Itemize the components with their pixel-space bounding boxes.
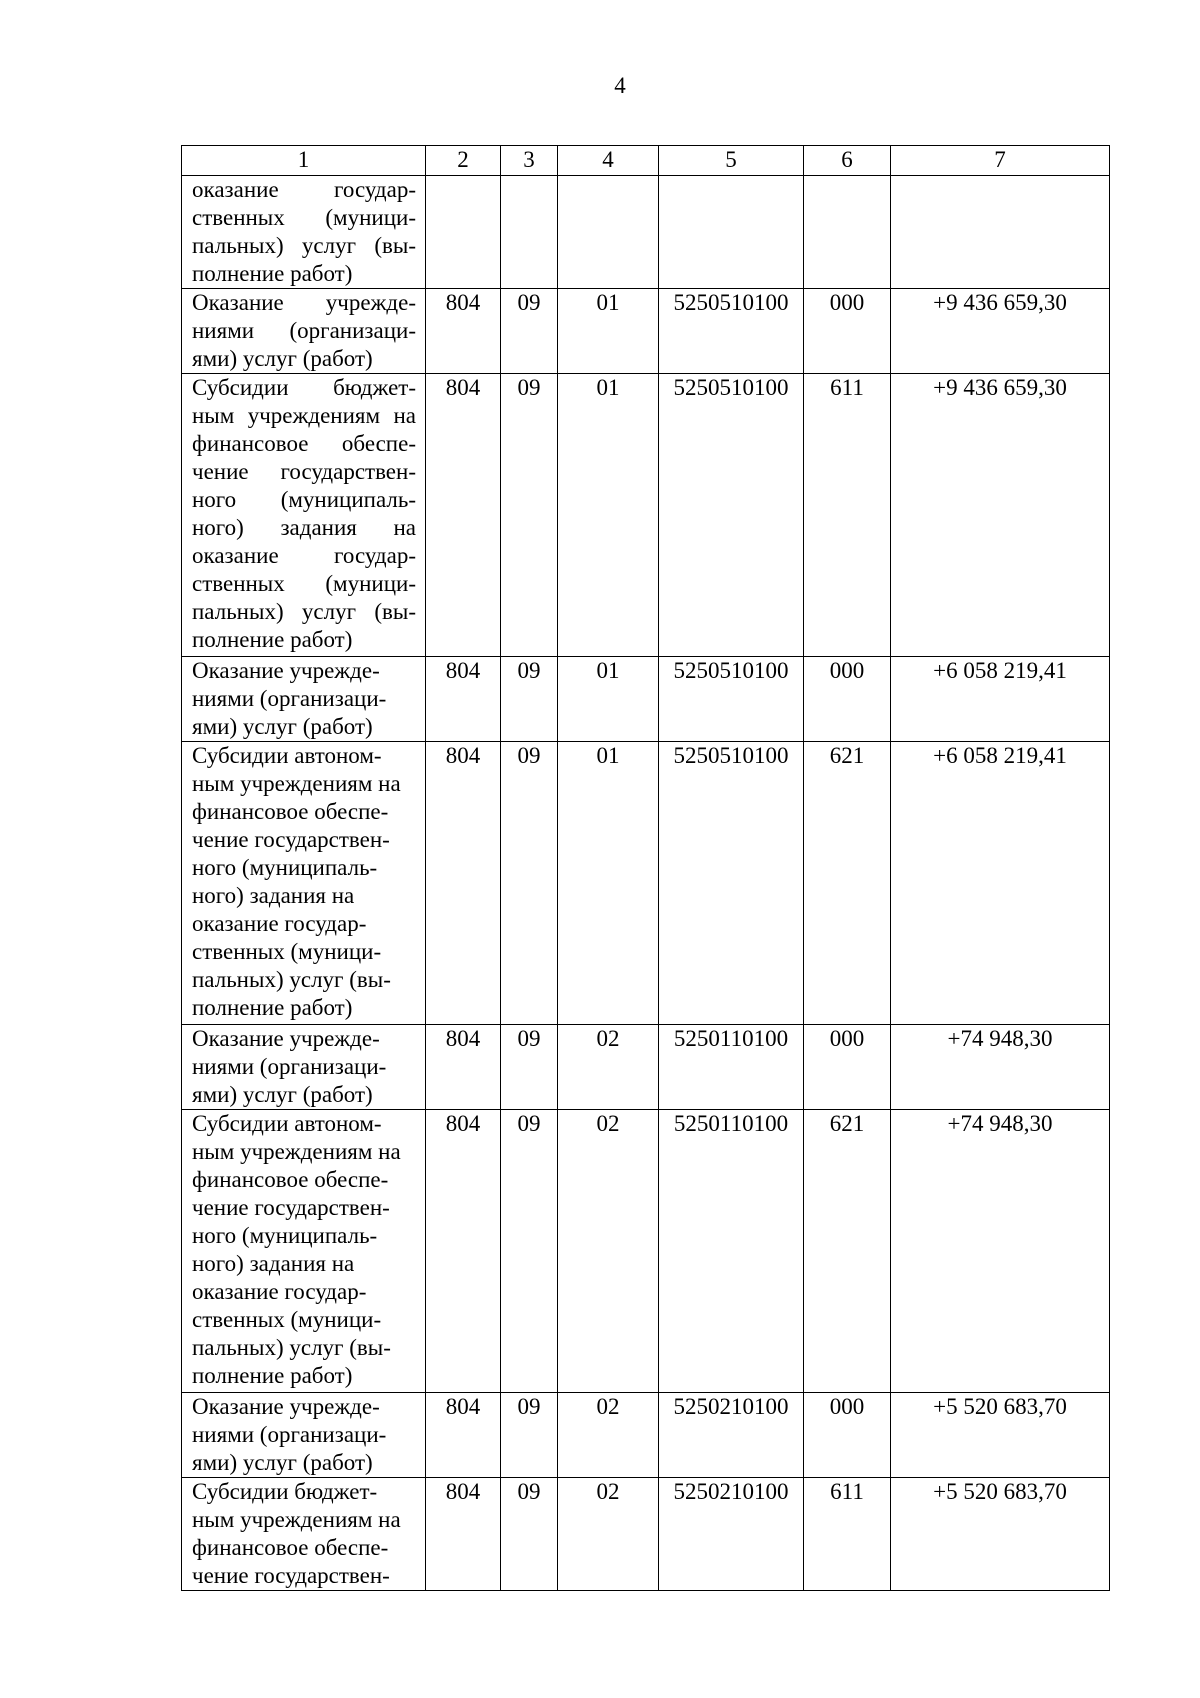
cell-code-6: 000: [804, 1025, 891, 1110]
row-description: Оказание учрежде- ниями (организаци- ями) услуг (работ): [182, 657, 426, 742]
column-header: 7: [891, 146, 1110, 176]
cell-code-4: 02: [558, 1110, 659, 1393]
cell-code-5: 5250510100: [659, 289, 804, 374]
cell-code-6: 000: [804, 289, 891, 374]
cell-code-3: 09: [501, 374, 558, 657]
column-header: 3: [501, 146, 558, 176]
column-header: 1: [182, 146, 426, 176]
cell-code-5: 5250110100: [659, 1110, 804, 1393]
cell-code-2: 804: [426, 742, 501, 1025]
row-description: Оказание учрежде- ниями (организаци- ями) услуг (работ): [182, 289, 426, 374]
cell-code-3: 09: [501, 1478, 558, 1591]
cell-code-2: 804: [426, 657, 501, 742]
table-row: [182, 1393, 1110, 1478]
cell-amount: +9 436 659,30: [891, 289, 1110, 374]
cell-code-3: 09: [501, 657, 558, 742]
table-row: [182, 742, 1110, 1025]
cell-code-2: 804: [426, 374, 501, 657]
cell-amount: +74 948,30: [891, 1110, 1110, 1393]
cell-code-2: 804: [426, 1025, 501, 1110]
column-header: 5: [659, 146, 804, 176]
cell-code-5: 5250510100: [659, 374, 804, 657]
table-row: [182, 374, 1110, 657]
cell-code-4: 02: [558, 1025, 659, 1110]
row-description: Субсидии автоном- ным учреждениям на финансовое обеспе- чение государствен- ного (муниципаль- ного) задания на оказание государ- ственных (муници- пальных) услуг (вы- полнение работ): [182, 1110, 426, 1393]
table-row: [182, 657, 1110, 742]
cell-code-3: 09: [501, 289, 558, 374]
row-description: оказание государ- ственных (муници- пальных) услуг (вы- полнение работ): [182, 176, 426, 289]
cell-amount: +6 058 219,41: [891, 657, 1110, 742]
column-header: 4: [558, 146, 659, 176]
cell-amount: +6 058 219,41: [891, 742, 1110, 1025]
column-header: 6: [804, 146, 891, 176]
cell-code-2: 804: [426, 289, 501, 374]
table-row: [182, 176, 1110, 289]
cell-code-3: 09: [501, 1393, 558, 1478]
cell-code-3: 09: [501, 1110, 558, 1393]
cell-code-4: 01: [558, 374, 659, 657]
cell-code-6: 000: [804, 1393, 891, 1478]
cell-code-3: 09: [501, 1025, 558, 1110]
cell-code-2: 804: [426, 1393, 501, 1478]
column-header: 2: [426, 146, 501, 176]
header-row: [182, 146, 1110, 176]
table-row: [182, 1025, 1110, 1110]
cell-code-3: 09: [501, 742, 558, 1025]
cell-code-4: 02: [558, 1478, 659, 1591]
table-row: [182, 289, 1110, 374]
cell-amount: +74 948,30: [891, 1025, 1110, 1110]
row-description: Субсидии бюджет- ным учреждениям на финансовое обеспе- чение государствен-: [182, 1478, 426, 1591]
cell-code-4: 01: [558, 742, 659, 1025]
cell-code-4: 01: [558, 289, 659, 374]
cell-code-6: 611: [804, 374, 891, 657]
cell-code-5: 5250210100: [659, 1478, 804, 1591]
row-description: Субсидии бюджет- ным учреждениям на финансовое обеспе- чение государствен- ного (муниципаль- ного) задания на оказание государ- ственных (муници- пальных) услуг (вы- полнение работ): [182, 374, 426, 657]
row-description: Субсидии автоном- ным учреждениям на финансовое обеспе- чение государствен- ного (муниципаль- ного) задания на оказание государ- ственных (муници- пальных) услуг (вы- полнение работ): [182, 742, 426, 1025]
cell-code-6: 621: [804, 1110, 891, 1393]
table-row: [182, 1110, 1110, 1393]
cell-amount: +5 520 683,70: [891, 1478, 1110, 1591]
table-row: [182, 1478, 1110, 1591]
cell-amount: +5 520 683,70: [891, 1393, 1110, 1478]
cell-code-2: 804: [426, 1110, 501, 1393]
budget-table: [181, 145, 1110, 1591]
cell-code-6: 621: [804, 742, 891, 1025]
cell-code-5: 5250510100: [659, 742, 804, 1025]
cell-code-5: 5250210100: [659, 1393, 804, 1478]
cell-code-4: 01: [558, 657, 659, 742]
cell-code-6: 611: [804, 1478, 891, 1591]
row-description: Оказание учрежде- ниями (организаци- ями) услуг (работ): [182, 1393, 426, 1478]
cell-code-5: 5250110100: [659, 1025, 804, 1110]
page-number: 4: [614, 73, 626, 98]
cell-code-5: 5250510100: [659, 657, 804, 742]
cell-code-4: 02: [558, 1393, 659, 1478]
cell-code-2: 804: [426, 1478, 501, 1591]
row-description: Оказание учрежде- ниями (организаци- ями) услуг (работ): [182, 1025, 426, 1110]
cell-code-6: 000: [804, 657, 891, 742]
cell-amount: +9 436 659,30: [891, 374, 1110, 657]
